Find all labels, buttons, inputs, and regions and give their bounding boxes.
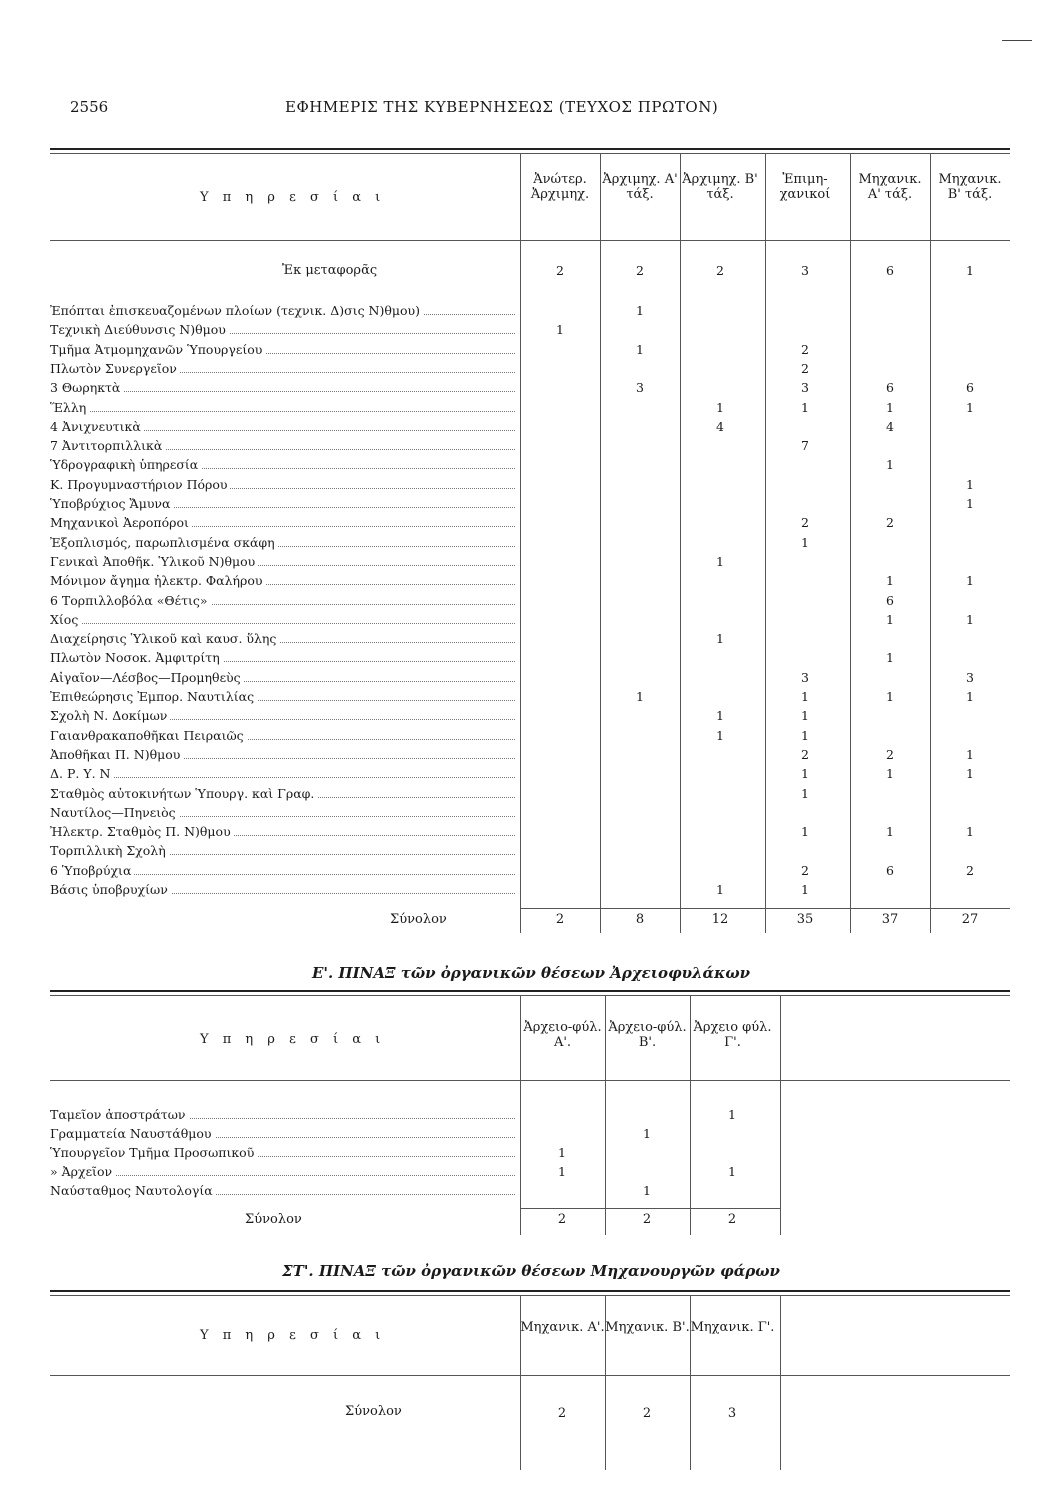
table1-cell: 6 (886, 862, 894, 878)
row-label: Ἕλλη (50, 399, 89, 417)
table1-cell: 1 (801, 399, 809, 415)
table1-cell: 6 (886, 592, 894, 608)
table-row (50, 572, 1010, 590)
row-label: Πλωτὸν Συνεργεῖον (50, 360, 180, 378)
row-label: Τορπιλλικὴ Σχολὴ (50, 842, 169, 860)
transfer-label: Ἐκ μεταφορᾶς (282, 263, 378, 278)
table1-cell: 2 (966, 862, 974, 878)
table-row (50, 321, 1010, 339)
row-label: Ὑπουργεῖον Τμῆμα Προσωπικοῦ (50, 1144, 257, 1162)
row-label: Γενικαὶ Ἀποθῆκ. Ὑλικοῦ Ν)θμου (50, 553, 258, 571)
table1-total-label: Σύνολον (390, 912, 447, 927)
table1-cell: 3 (801, 380, 809, 396)
table1-cell: 1 (886, 824, 894, 840)
table3-total-cell: 2 (557, 1406, 567, 1421)
row-label: 6 Τορπιλλοβόλα «Θέτις» (50, 592, 211, 610)
table1-cell: 1 (966, 689, 974, 704)
row-label: Μόνιμον ἄγημα ἠλεκτρ. Φαλήρου (50, 572, 265, 590)
table1-total-cell: 35 (796, 912, 814, 927)
row-label: Ἐξοπλισμός, παρωπλισμένα σκάφη (50, 534, 278, 552)
table-row (50, 437, 1010, 455)
row-label: Σταθμὸς αὐτοκινήτων Ὑπουργ. καὶ Γραφ. (50, 785, 317, 803)
table2-cell: 1 (558, 1145, 566, 1160)
table-row (50, 669, 1010, 687)
gazette-title: ΕΦΗΜΕΡΙΣ ΤΗΣ ΚΥΒΕΡΝΗΣΕΩΣ (ΤΕΥΧΟΣ ΠΡΩΤΟΝ) (285, 98, 719, 116)
table3-total-cell: 2 (642, 1406, 652, 1421)
table1-cell: 1 (966, 399, 974, 415)
table1-cell: 1 (716, 631, 724, 647)
table-row (50, 553, 1010, 571)
table1-cell: 1 (801, 824, 809, 840)
table-row (50, 1163, 1010, 1181)
table1-cell: 1 (966, 573, 974, 589)
table1-col-header: Ἀρχιμηχ. Α' τάξ. (602, 172, 678, 202)
row-label: Δ. Ρ. Υ. Ν (50, 765, 113, 783)
leader-dots (50, 611, 515, 624)
table2-header-rule (50, 1080, 1010, 1081)
row-label: Ἐπιθεώρησις Ἐμπορ. Ναυτιλίας (50, 688, 257, 706)
table1-cell: 2 (801, 746, 809, 762)
row-label: Ναύσταθμος Ναυτολογία (50, 1182, 216, 1200)
table1-cell: 1 (966, 476, 974, 492)
row-label: Βάσις ὑποβρυχίων (50, 881, 171, 899)
table1-cell: 1 (886, 457, 894, 473)
table3-header-rule (50, 1375, 1010, 1376)
row-label: Ἀποθῆκαι Π. Ν)θμου (50, 746, 183, 764)
row-label: 4 Ἀνιχνευτικὰ (50, 418, 144, 436)
table1-cell: 1 (886, 689, 894, 704)
table3-col-header: Μηχανικ. Α'. (520, 1320, 605, 1335)
table-row (50, 476, 1010, 494)
table1-cell: 1 (966, 611, 974, 627)
table-row (50, 534, 1010, 552)
table1-cell: 1 (716, 882, 724, 897)
table1-col-header: Ἐπιμη-χανικοί (779, 172, 831, 202)
row-label: Ὑδρογραφικὴ ὑπηρεσία (50, 456, 201, 474)
table1-cell: 1 (886, 573, 894, 589)
table-row (50, 495, 1010, 513)
table1-header-rule (50, 240, 1010, 241)
table-row (50, 881, 1010, 899)
table-row (50, 785, 1010, 803)
table2-total-cell: 2 (557, 1212, 567, 1227)
table1-cell: 3 (636, 380, 644, 396)
table-row (50, 302, 1010, 320)
table1-cell: 7 (801, 438, 809, 454)
row-label: Τεχνικὴ Διεύθυνσις Ν)θμου (50, 321, 229, 339)
table1-cell: 1 (886, 650, 894, 666)
table-row (50, 746, 1010, 764)
table1-cell: 1 (966, 263, 974, 278)
table1-cell: 1 (966, 824, 974, 840)
leader-dots (50, 399, 515, 412)
row-label: Γραμματεία Ναυστάθμου (50, 1125, 215, 1143)
table2-total-rule (520, 1208, 780, 1209)
table-row (50, 1144, 1010, 1162)
table1-cell: 1 (801, 534, 809, 550)
table1-cell: 1 (801, 766, 809, 782)
row-label: 6 Ὑποβρύχια (50, 862, 134, 880)
table-row (50, 1106, 1010, 1124)
row-label: Χίος (50, 611, 81, 629)
table1-cell: 6 (966, 380, 974, 396)
table1-cell: 1 (801, 708, 809, 724)
table2-total-label: Σύνολον (245, 1212, 302, 1227)
table-row (50, 649, 1010, 667)
table1-cell: 1 (801, 882, 809, 897)
table2-total-cell: 2 (642, 1212, 652, 1227)
table1-cell: 4 (716, 418, 724, 434)
table1-cell: 1 (716, 727, 724, 743)
row-label: Κ. Προγυμναστήριον Πόρου (50, 476, 230, 494)
table1-cell: 1 (636, 341, 644, 357)
table-row (50, 765, 1010, 783)
table-row (50, 592, 1010, 610)
table1-top-rule-2 (50, 153, 1010, 154)
table1-cell: 1 (636, 303, 644, 318)
table3-top-rule-2 (50, 1295, 1010, 1296)
table1-cell: 2 (801, 341, 809, 357)
leader-dots (50, 765, 515, 778)
table-row (50, 823, 1010, 841)
table1-service-header: Υ π η ρ ε σ ί α ι (200, 190, 386, 205)
table-row (50, 514, 1010, 532)
table1-cell: 1 (556, 322, 564, 338)
table1-cell: 2 (886, 746, 894, 762)
table-row (50, 399, 1010, 417)
table-row (50, 611, 1010, 629)
table-row (50, 630, 1010, 648)
table1-cell: 1 (716, 399, 724, 415)
table1-col-header: Ἀνώτερ. Ἀρχιμηχ. (530, 172, 590, 202)
row-label: Σχολὴ Ν. Δοκίμων (50, 707, 170, 725)
table1-cell: 1 (886, 766, 894, 782)
table3-col-divider (780, 1295, 781, 1470)
table1-cell: 2 (801, 360, 809, 376)
table1-cell: 1 (801, 785, 809, 801)
table2-cell: 1 (643, 1183, 651, 1198)
table2-top-rule-2 (50, 995, 1010, 996)
table1-cell: 3 (801, 263, 809, 278)
table1-cell: 2 (636, 263, 644, 278)
table1-top-rule (50, 148, 1010, 150)
table1-transfer-row (50, 262, 1010, 280)
table1-total-cell: 8 (635, 912, 645, 927)
table-row (50, 456, 1010, 474)
table-row (50, 842, 1010, 860)
row-label: Διαχείρησις Ὑλικοῦ καὶ καυσ. ὕλης (50, 630, 279, 648)
table1-cell: 4 (886, 418, 894, 434)
table-row (50, 688, 1010, 706)
row-label: Πλωτὸν Νοσοκ. Ἀμφιτρίτη (50, 649, 223, 667)
table1-total-cell: 37 (881, 912, 899, 927)
row-label: Αἰγαῖον—Λέσβος—Προμηθεὺς (50, 669, 244, 687)
table1-cell: 3 (966, 669, 974, 685)
row-label: 7 Ἀντιτορπιλλικὰ (50, 437, 165, 455)
table1-total-cell: 12 (711, 912, 729, 927)
table-row (50, 727, 1010, 745)
row-label: Τμῆμα Ἀτμομηχανῶν Ὑπουργείου (50, 341, 265, 359)
row-label: Ταμεῖον ἀποστράτων (50, 1106, 189, 1124)
table1-cell: 6 (886, 263, 894, 278)
table1-total-rule (520, 908, 1010, 909)
table1-cell: 1 (966, 496, 974, 511)
table1-cell: 2 (716, 263, 724, 278)
table2-top-rule (50, 990, 1010, 992)
table1-cell: 6 (886, 380, 894, 396)
table-row (50, 804, 1010, 822)
table2-cell: 1 (728, 1164, 736, 1179)
row-label: 3 Θωρηκτὰ (50, 379, 123, 397)
table3-total-cell: 3 (727, 1406, 737, 1421)
table1-cell: 2 (801, 862, 809, 878)
table-row (50, 1182, 1010, 1200)
table2-total-cell: 2 (727, 1212, 737, 1227)
table2-col-header: Ἀρχειο-φύλ. Α'. (523, 1020, 602, 1050)
table-row (50, 418, 1010, 436)
table2-cell: 1 (643, 1126, 651, 1141)
row-label: Γαιανθρακαποθῆκαι Πειραιῶς (50, 727, 247, 745)
row-label: » Ἀρχεῖον (50, 1163, 115, 1181)
row-label: Ἐπόπται ἐπισκευαζομένων πλοίων (τεχνικ. Δ)σις Ν)θμου) (50, 302, 423, 320)
table-row (50, 1125, 1010, 1143)
table-row (50, 341, 1010, 359)
table1-cell: 1 (716, 553, 724, 569)
table3-title: ΣΤ'. ΠΙΝΑΞ τῶν ὀργανικῶν θέσεων Μηχανουργῶν φάρων (282, 1262, 780, 1280)
table3-service-header: Υ π η ρ ε σ ί α ι (200, 1328, 386, 1343)
table1-cell: 1 (886, 611, 894, 627)
table3-total-label: Σύνολον (345, 1404, 402, 1419)
table-row (50, 707, 1010, 725)
table1-total-cell: 2 (555, 912, 565, 927)
table1-cell: 2 (556, 263, 564, 278)
table2-service-header: Υ π η ρ ε σ ί α ι (200, 1032, 386, 1047)
table2-col-header: Ἀρχειο-φύλ. Β'. (608, 1020, 687, 1050)
table1-total-cell: 27 (961, 912, 979, 927)
table1-cell: 1 (636, 689, 644, 704)
table1-cell: 1 (966, 746, 974, 762)
leader-dots (50, 1163, 515, 1176)
table2-title: Ε'. ΠΙΝΑΞ τῶν ὀργανικῶν θέσεων Ἀρχειοφυλάκων (311, 964, 751, 982)
table3-col-header: Μηχανικ. Γ'. (690, 1320, 775, 1335)
table1-cell: 2 (886, 515, 894, 531)
row-label: Ὑποβρύχιος Ἄμυνα (50, 495, 173, 513)
table1-cell: 1 (716, 708, 724, 724)
table1-col-header: Μηχανικ. Α' τάξ. (858, 172, 922, 202)
table-row (50, 360, 1010, 378)
table1-cell: 3 (801, 669, 809, 685)
page-number: 2556 (70, 98, 109, 116)
table1-cell: 1 (886, 399, 894, 415)
table3-col-header: Μηχανικ. Β'. (605, 1320, 690, 1335)
table1-cell: 1 (966, 766, 974, 782)
row-label: Μηχανικοὶ Ἀεροπόροι (50, 514, 192, 532)
table2-cell: 1 (558, 1164, 566, 1179)
table2-col-header: Ἀρχειο φύλ. Γ'. (693, 1020, 772, 1050)
row-label: Ἠλεκτρ. Σταθμὸς Π. Ν)θμου (50, 823, 234, 841)
table2-cell: 1 (728, 1107, 736, 1122)
table-row (50, 862, 1010, 880)
table1-col-header: Ἀρχιμηχ. Β' τάξ. (682, 172, 758, 202)
table1-col-header: Μηχανικ. Β' τάξ. (938, 172, 1002, 202)
table3-top-rule (50, 1290, 1010, 1292)
table1-cell: 1 (801, 689, 809, 704)
table1-cell: 1 (801, 727, 809, 743)
table-row (50, 379, 1010, 397)
corner-dash (1002, 40, 1032, 41)
row-label: Ναυτίλος—Πηνειὸς (50, 804, 179, 822)
table1-cell: 2 (801, 515, 809, 531)
